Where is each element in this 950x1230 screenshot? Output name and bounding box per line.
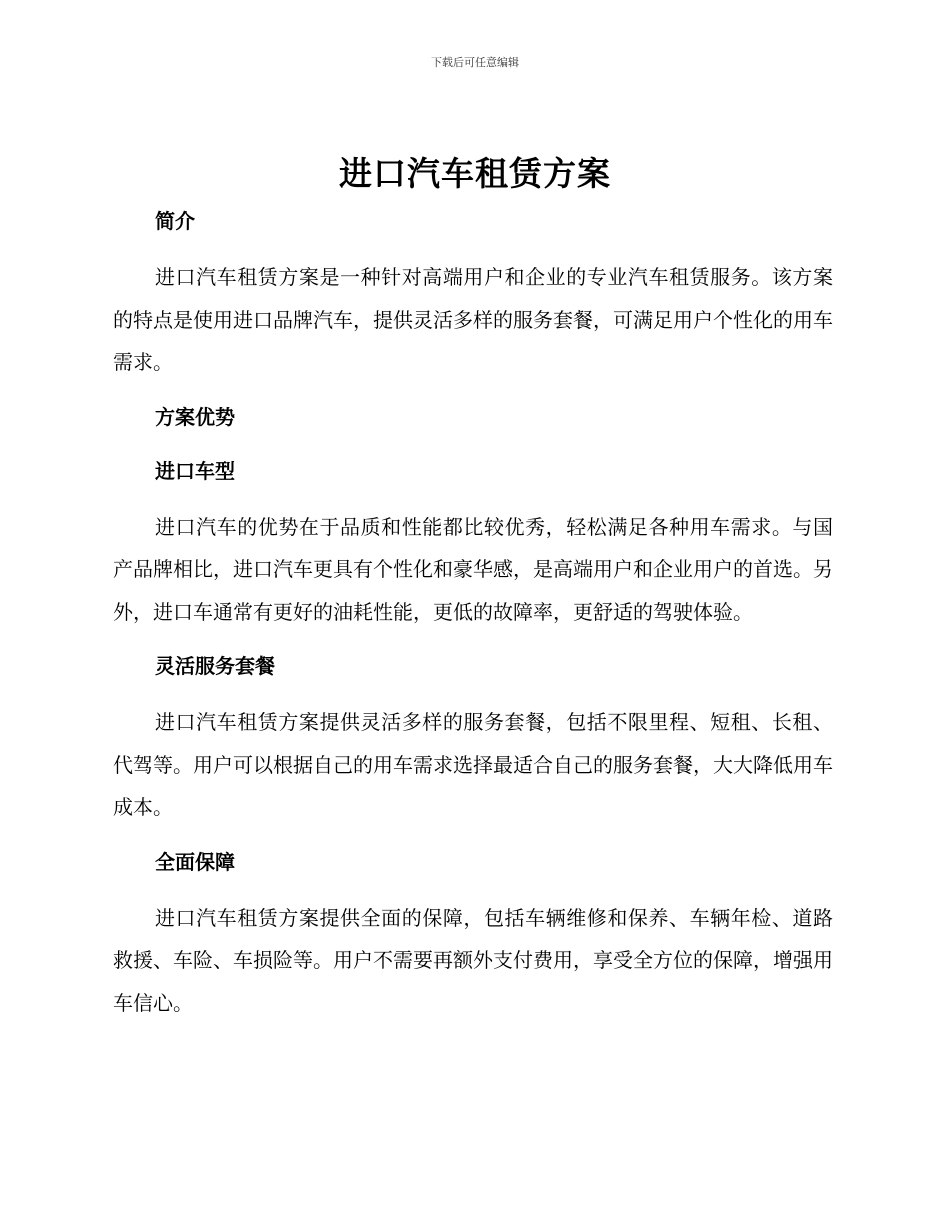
- section-heading-full-coverage: 全面保障: [155, 849, 235, 874]
- paragraph-flexible-packages: 进口汽车租赁方案提供灵活多样的服务套餐，包括不限里程、短租、长租、代驾等。用户可以根据自己的用车需求选择最适合自己的服务套餐，大大降低用车成本。: [113, 710, 833, 819]
- paragraph-full-coverage: 进口汽车租赁方案提供全面的保障，包括车辆维修和保养、车辆年检、道路救援、车险、车损险等。用户不需要再额外支付费用，享受全方位的保障，增强用车信心。: [113, 905, 833, 1015]
- document-title: 进口汽车租赁方案: [339, 154, 611, 193]
- section-heading-imported-models: 进口车型: [155, 458, 235, 483]
- section-heading-advantages: 方案优势: [155, 404, 235, 429]
- page-header-note: 下载后可任意编辑: [431, 56, 519, 69]
- paragraph-intro: 进口汽车租赁方案是一种针对高端用户和企业的专业汽车租赁服务。该方案的特点是使用进口品牌汽车，提供灵活多样的服务套餐，可满足用户个性化的用车需求。: [113, 265, 833, 374]
- document-body: [113, 200, 833, 1024]
- section-heading-intro: 简介: [155, 209, 195, 233]
- paragraph-imported-models: 进口汽车的优势在于品质和性能都比较优秀，轻松满足各种用车需求。与国产品牌相比，进口汽车更具有个性化和豪华感，是高端用户和企业用户的首选。另外，进口车通常有更好的油耗性能，更低的故障率，更舒适的驾驶体验。: [113, 514, 833, 624]
- section-heading-flexible-packages: 灵活服务套餐: [155, 654, 275, 678]
